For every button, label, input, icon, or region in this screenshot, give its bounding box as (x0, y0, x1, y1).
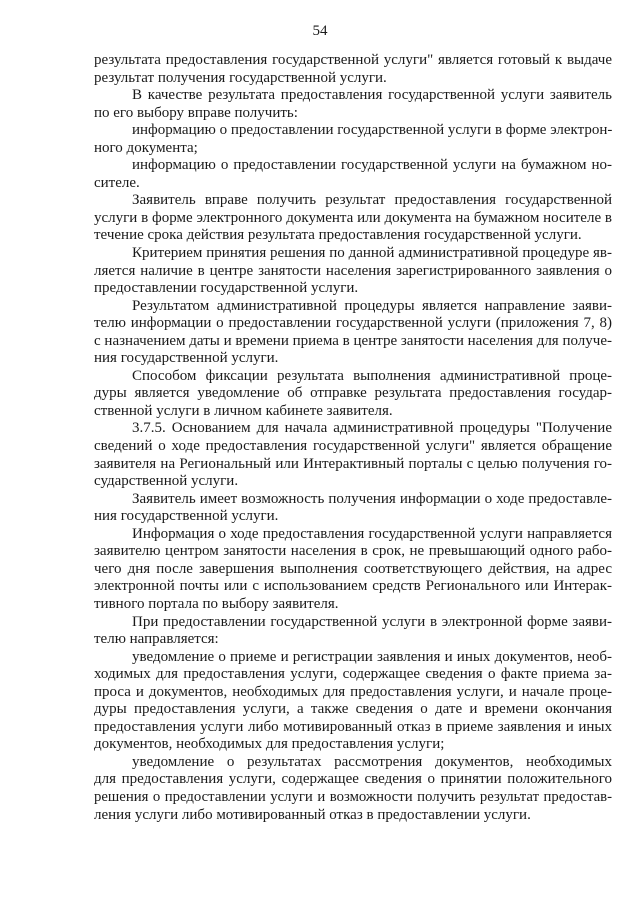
text-line: течение срока действия результата предоставления государственной услуги. (94, 227, 582, 244)
text-line: ляется наличие в центре занятости населения зарегистрированного заявления о (94, 262, 612, 279)
text-line: ления услуги либо мотивированный отказ в предоставлении услуги. (94, 806, 531, 823)
page-number: 54 (312, 23, 328, 39)
text-line: уведомление о результатах рассмотрения документов, необходимых (132, 753, 612, 770)
text-line: дуры предоставления услуги, а также сведения о дате и времени окончания (94, 701, 612, 718)
text-line: Способом фиксации результата выполнения административной проце- (132, 367, 612, 384)
text-line: информацию о предоставлении государственной услуги на бумажном но- (132, 157, 612, 174)
text-line: Результатом административной процедуры является направление заяви- (132, 297, 612, 314)
text-line: результат получения государственной услуги. (94, 69, 387, 86)
text-line: для предоставления услуги, содержащее сведения о принятии положительного (94, 771, 612, 788)
text-line: заявителю центром занятости населения в срок, не превышающий одного рабо- (94, 543, 612, 560)
text-line: Критерием принятия решения по данной административной процедуре яв- (132, 245, 612, 262)
text-line: заявителя на Региональный или Интерактивный порталы с целью получения го- (94, 455, 612, 472)
text-line: результата предоставления государственной услуги" является готовый к выдаче (94, 52, 612, 68)
text-line: 3.7.5. Основанием для начала административной процедуры "Получение (132, 420, 612, 437)
text-line: телю информации о предоставлении государственной услуги (приложения 7, 8) (94, 315, 612, 332)
text-line: сведений о ходе предоставления государственной услуги" является обращение (94, 438, 612, 455)
text-line: предоставлении государственной услуги. (94, 280, 359, 297)
text-line: Заявитель имеет возможность получения информации о ходе предоставле- (132, 490, 612, 507)
text-line: уведомление о приеме и регистрации заявления и иных документов, необ- (132, 648, 612, 665)
text-line: решения о предоставлении услуги и возможности получить результат предостав- (94, 788, 612, 805)
text-line: ходимых для предоставления услуги, содержащее сведения о факте приема за- (94, 666, 612, 683)
text-line: дуры является уведомление об отправке результата предоставления государ- (94, 385, 612, 402)
text-line: чего дня после завершения выполнения соответствующего действия, на адрес (94, 560, 612, 577)
text-line: услуги в форме электронного документа или документа на бумажном носителе в (94, 209, 612, 226)
text-line: по его выбору вправе получить: (94, 104, 298, 121)
text-line: В качестве результата предоставления государственной услуги заявитель (132, 87, 612, 104)
document-body (94, 52, 612, 824)
text-line: ния государственной услуги. (94, 350, 279, 367)
text-line: электронной почты или с использованием средств Регионального или Интерак- (94, 578, 612, 595)
text-line: ственной услуги в личном кабинете заявителя. (94, 402, 393, 419)
text-line: проса и документов, необходимых для предоставления услуги, и начале проце- (94, 683, 612, 700)
text-line: Заявитель вправе получить результат предоставления государственной (132, 192, 612, 209)
text-line: сителе. (94, 174, 140, 191)
text-line: При предоставлении государственной услуги в электронной форме заяви- (132, 613, 612, 630)
text-line: ного документа; (94, 139, 198, 156)
text-line: телю направляется: (94, 631, 219, 648)
text-line: предоставления услуги либо мотивированный отказ в приеме заявления и иных (94, 718, 612, 735)
text-line: Информация о ходе предоставления государственной услуги направляется (132, 525, 612, 542)
text-line: документов, необходимых для предоставления услуги; (94, 736, 445, 753)
text-line: сударственной услуги. (94, 473, 239, 490)
text-line: тивного портала по выбору заявителя. (94, 595, 339, 612)
text-line: с назначением даты и времени приема в центре занятости населения для получе- (94, 332, 612, 349)
text-line: информацию о предоставлении государственной услуги в форме электрон- (132, 122, 613, 139)
text-line: ния государственной услуги. (94, 508, 279, 525)
